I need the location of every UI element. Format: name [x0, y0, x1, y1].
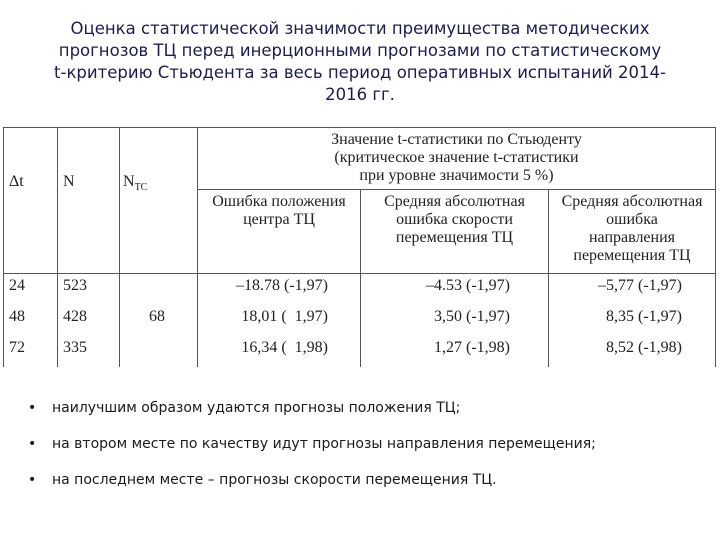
- list-item: [28, 398, 708, 434]
- group-header-line: при уровне значимости 5 %): [359, 167, 554, 184]
- title-line: t-критерию Стьюдента за весь период оперативных испытаний 2014-: [54, 63, 666, 82]
- subheader-line: ошибка: [606, 211, 658, 228]
- group-header-line: Значение t-статистики по Стьюденту: [331, 131, 582, 148]
- header-ntc: [123, 173, 147, 197]
- cell-dt: 24: [9, 277, 25, 294]
- bullet-icon: •: [28, 436, 37, 452]
- cell-direction: 8,35 (-1,97): [606, 308, 682, 325]
- cell-ntc: 68: [149, 308, 165, 325]
- group-header-line: (критическое значение t-статистики: [334, 149, 579, 166]
- title-line: прогнозов ТЦ перед инерционными прогнозами по статистическому: [58, 41, 662, 60]
- subheader-line: центра ТЦ: [243, 211, 315, 228]
- table-right-border: [715, 127, 716, 367]
- bullet-icon: •: [28, 400, 37, 416]
- cell-dt: 48: [9, 308, 25, 325]
- list-item-text: на последнем месте – прогнозы скорости перемещения ТЦ.: [52, 472, 497, 488]
- bullet-icon: •: [28, 472, 37, 488]
- subheader-line: Средняя абсолютная: [561, 193, 703, 210]
- list-item: [28, 470, 708, 506]
- cell-position: –18.78 (-1,97): [236, 277, 328, 294]
- conclusions-list: [28, 398, 708, 506]
- cell-dt: 72: [9, 339, 25, 356]
- subheader-line: перемещения ТЦ: [395, 229, 514, 246]
- subheader-line: направления: [588, 229, 676, 246]
- subheader-top-border: [197, 189, 716, 190]
- header-n: N: [63, 173, 75, 190]
- cell-n: 428: [63, 308, 87, 325]
- group-header: [198, 131, 715, 185]
- subheader-speed-error: [361, 193, 548, 247]
- table-left-border: [3, 127, 4, 367]
- header-dt: Δt: [9, 173, 24, 190]
- list-item-text: на втором месте по качеству идут прогнозы направления перемещения;: [52, 436, 596, 452]
- subheader-direction-error: [549, 193, 715, 265]
- cell-position: 18,01 ( 1,97): [241, 308, 328, 325]
- cell-speed: 3,50 (-1,97): [434, 308, 510, 325]
- subheader-position-error: [198, 193, 360, 229]
- header-ntc-subscript: ТС: [134, 182, 148, 194]
- cell-n: 335: [63, 339, 87, 356]
- subheader-line: перемещения ТЦ: [573, 247, 691, 264]
- cell-speed: –4.53 (-1,97): [426, 277, 510, 294]
- col-divider-n: [119, 127, 120, 367]
- header-ntc-letter: N: [123, 173, 135, 190]
- cell-direction: 8,52 (-1,98): [606, 339, 682, 356]
- cell-position: 16,34 ( 1,98): [241, 339, 328, 356]
- list-item-text: наилучшим образом удаются прогнозы положения ТЦ;: [52, 400, 461, 416]
- title-line: Оценка статистической значимости преимущества методических: [70, 19, 650, 38]
- col-divider-dt: [57, 127, 58, 367]
- title-line: 2016 гг.: [325, 85, 395, 104]
- cell-speed: 1,27 (-1,98): [434, 339, 510, 356]
- slide-title: [40, 18, 680, 106]
- cell-direction: –5,77 (-1,97): [598, 277, 682, 294]
- table-top-border: [3, 127, 716, 128]
- subheader-line: Средняя абсолютная: [384, 193, 525, 210]
- subheader-line: ошибка скорости: [396, 211, 513, 228]
- subheader-line: Ошибка положения: [212, 193, 346, 210]
- cell-n: 523: [63, 277, 87, 294]
- list-item: [28, 434, 708, 470]
